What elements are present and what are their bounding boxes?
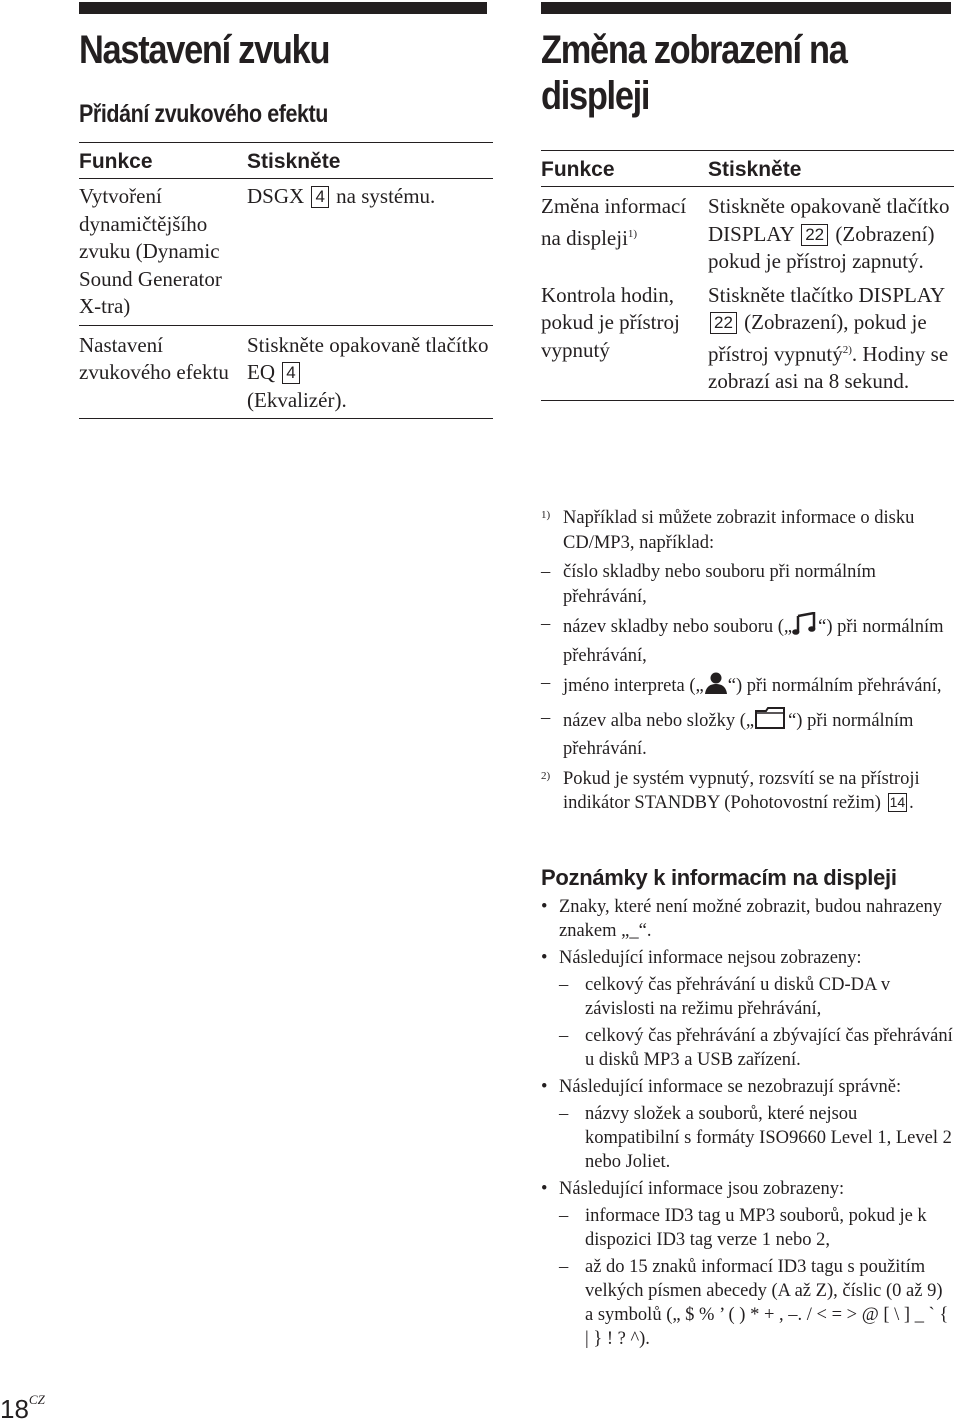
list-item: • Následující informace nejsou zobrazeny: — [541, 946, 953, 970]
table-bottom-rule — [79, 418, 493, 419]
list-item: • Znaky, které není možné zobrazit, budou nahrazeny znakem „_“. — [541, 895, 953, 943]
footnote-mark: 1) — [541, 509, 551, 521]
row-press: DSGX 4 na systému. — [247, 184, 436, 208]
display-table — [541, 150, 954, 401]
table-bottom-rule — [541, 400, 954, 401]
notes-title: Poznámky k informacím na displeji — [541, 865, 897, 890]
note-icon — [792, 612, 818, 644]
list-item: – jméno interpreta („ “) při normálním přehrávání, — [541, 671, 951, 703]
button-number-key: 4 — [282, 362, 299, 384]
list-item: – číslo skladby nebo souboru při normálním přehrávání, — [541, 560, 951, 609]
button-number-key: 4 — [311, 186, 328, 208]
row-press: Stiskněte opakovaně tlačítko DISPLAY 22 (Zobrazení) pokud je přístroj zapnutý. — [708, 194, 950, 273]
row-press: Stiskněte opakovaně tlačítko EQ 4 (Ekvalizér). — [247, 332, 489, 412]
col-press-header: Stiskněte — [708, 158, 802, 181]
list-item: – název skladby nebo souboru („ “) při normálním přehrávání, — [541, 612, 951, 668]
left-top-bar — [79, 2, 487, 14]
table-header — [79, 143, 493, 178]
sound-effect-table — [79, 142, 493, 419]
row-press: Stiskněte tlačítko DISPLAY 22 (Zobrazení), pokud je přístroj vypnutý$^{2)}$. Hodiny se zobrazí asi na 8 sekund. — [708, 282, 949, 393]
col-function-header: Funkce — [541, 158, 615, 181]
button-number-key: 14 — [889, 794, 906, 810]
person-icon — [704, 671, 728, 703]
footnote-ref: 2) — [842, 343, 852, 356]
table-row — [541, 278, 954, 400]
page-language: CZ — [28, 1392, 45, 1407]
folder-icon — [754, 706, 788, 738]
left-subtitle: Přidání zvukového efektu — [79, 100, 328, 128]
button-number-key: 22 — [801, 224, 828, 246]
right-title: Změna zobrazení na displeji — [541, 28, 847, 118]
row-function: Nastavení zvukového efektu — [79, 332, 229, 384]
footnote-mark: 2) — [541, 769, 551, 782]
footnotes — [541, 506, 951, 816]
footnote-ref: 1) — [627, 227, 638, 240]
list-item: – název alba nebo složky („ “) při normálním přehrávání. — [541, 706, 951, 762]
row-function: Kontrola hodin, pokud je přístroj vypnutý — [541, 282, 680, 362]
left-title: Nastavení zvuku — [79, 28, 330, 72]
table-row — [79, 179, 493, 325]
table-header — [541, 151, 954, 186]
list-item: – celkový čas přehrávání u disků CD-DA v závislosti na režimu přehrávání, — [541, 973, 953, 1021]
col-press-header: Stiskněte — [247, 150, 341, 173]
page-number: $18^{CZ}$ — [0, 1392, 45, 1424]
footnote-2: 2) Pokud je systém vypnutý, rozsvítí se na přístroji indikátor STANDBY (Pohotovostní režim) 14 . — [541, 767, 951, 816]
notes-list — [541, 895, 953, 1354]
button-number-key: 22 — [710, 312, 737, 334]
table-row — [79, 326, 493, 419]
footnote-1: 1) Například si můžete zobrazit informace o disku CD/MP3, například: — [541, 506, 951, 555]
list-item: – názvy složek a souborů, které nejsou kompatibilní s formáty ISO9660 Level 1, Level 2 nebo Joliet. — [541, 1102, 953, 1174]
list-item: – celkový čas přehrávání a zbývající čas přehrávání u disků MP3 a USB zařízení. — [541, 1024, 953, 1072]
list-item: – informace ID3 tag u MP3 souborů, pokud je k dispozici ID3 tag verze 1 nebo 2, — [541, 1204, 953, 1252]
right-top-bar — [541, 2, 951, 14]
table-row — [541, 187, 954, 278]
list-item: • Následující informace se nezobrazují správně: — [541, 1075, 953, 1099]
row-function: Vytvoření dynamičtějšího zvuku (Dynamic Sound Generator X-tra) — [79, 184, 222, 318]
col-function-header: Funkce — [79, 150, 153, 173]
row-function: Změna informací na displeji$^{1)}$ — [541, 194, 687, 250]
list-item: • Následující informace jsou zobrazeny: — [541, 1177, 953, 1201]
list-item: – až do 15 znaků informací ID3 tagu s použitím velkých písmen abecedy (A až Z), číslic (0 až 9) a symbolů („ $ % ’ ( ) * + , –. / < = > @ [ \ ] _ ` { | } ! ? ^). — [541, 1255, 953, 1351]
